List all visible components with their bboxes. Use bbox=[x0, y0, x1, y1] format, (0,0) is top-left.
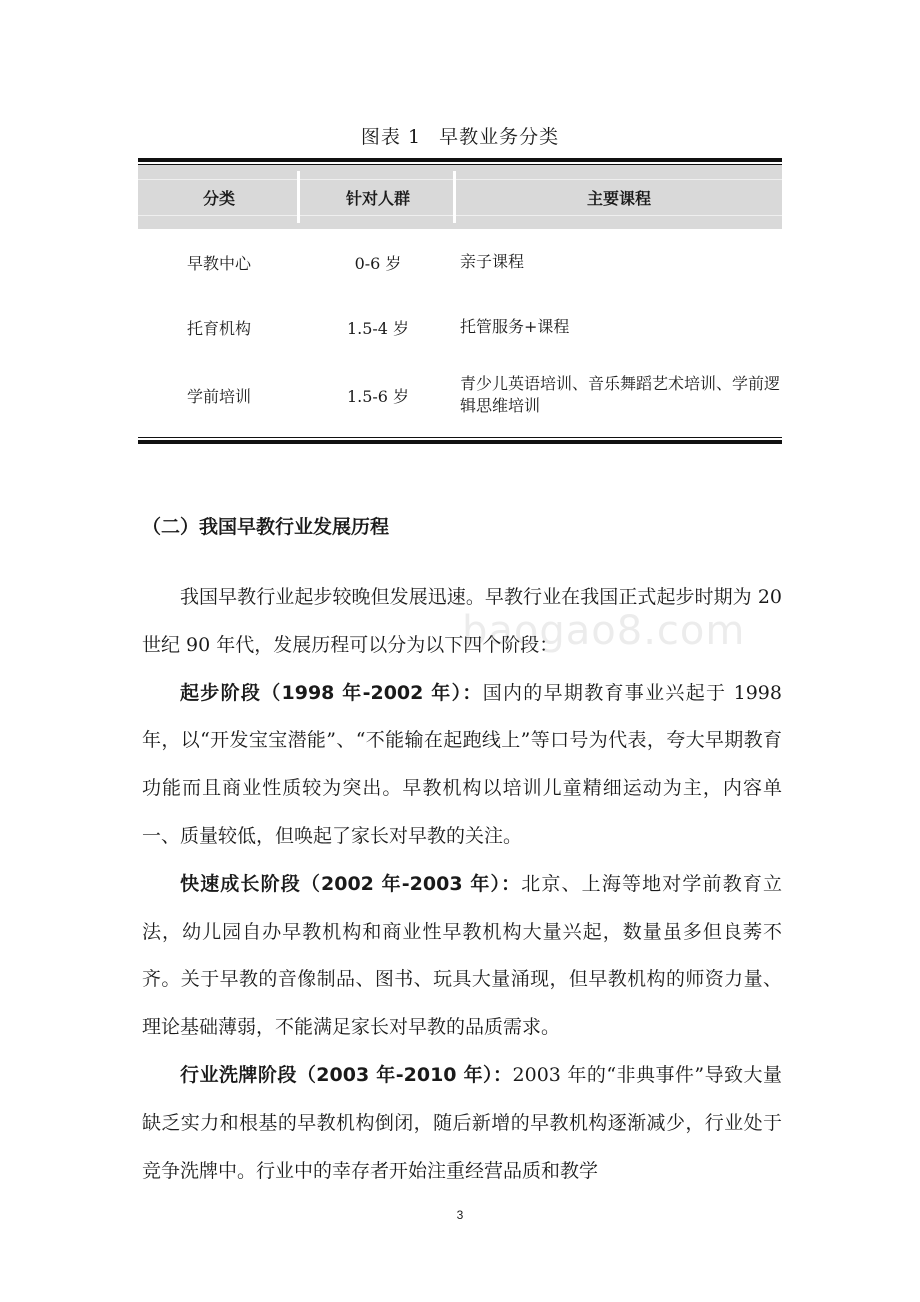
header-courses: 主要课程 bbox=[586, 188, 651, 208]
stage-paragraph bbox=[142, 670, 782, 861]
table-row bbox=[138, 295, 782, 359]
stage-text: 北京、上海等地对学前教育立法，幼儿园自办早教机构和商业性早教机构大量兴起，数量虽多但良莠不齐。关于早教的音像制品、图书、玩具大量涌现，但早教机构的师资力量、理论基础薄弱，不能满足家长对早教的品质需求。 bbox=[142, 872, 782, 1039]
table-bottom-rule-thin bbox=[138, 437, 782, 438]
section-heading: （二）我国早教行业发展历程 bbox=[142, 516, 390, 538]
cell-audience: 0-6 岁 bbox=[354, 253, 402, 273]
cell-courses: 托管服务+课程 bbox=[460, 317, 570, 336]
table-bottom-rule bbox=[138, 440, 782, 444]
cell-category: 早教中心 bbox=[186, 253, 251, 273]
classification-table bbox=[138, 158, 782, 444]
stage-label: 快速成长阶段（2002 年-2003 年）： bbox=[180, 872, 522, 895]
cell-courses: 亲子课程 bbox=[460, 252, 525, 271]
cell-courses: 青少儿英语培训、音乐舞蹈艺术培训、学前逻辑思维培训 bbox=[460, 374, 781, 415]
stage-label: 行业洗牌阶段（2003 年-2010 年）： bbox=[180, 1063, 513, 1086]
watermark: baogao8.com bbox=[462, 608, 746, 654]
stage-label: 起步阶段（1998 年-2002 年）： bbox=[180, 681, 483, 704]
stage-paragraph bbox=[142, 861, 782, 1052]
table-row bbox=[138, 359, 782, 431]
cell-category: 学前培训 bbox=[186, 386, 251, 406]
intro-paragraph: 我国早教行业起步较晚但发展迅速。早教行业在我国正式起步时期为 20 世纪 90 年代，发展历程可以分为以下四个阶段： bbox=[142, 586, 782, 656]
table-row bbox=[138, 229, 782, 295]
cell-audience: 1.5-6 岁 bbox=[346, 386, 410, 406]
page-number: 3 bbox=[456, 1208, 464, 1222]
figure-label: 图表 1 bbox=[360, 126, 422, 148]
cell-category: 托育机构 bbox=[186, 318, 251, 338]
stage-text: 2003 年的“非典事件”导致大量缺乏实力和根基的早教机构倒闭，随后新增的早教机构逐渐减少，行业处于竞争洗牌中。行业中的幸存者开始注重经营品质和教学 bbox=[142, 1063, 782, 1182]
cell-audience: 1.5-4 岁 bbox=[346, 318, 410, 338]
stage-text: 国内的早期教育事业兴起于 1998 年，以“开发宝宝潜能”、“不能输在起跑线上”等口号为代表，夸大早期教育功能而且商业性质较为突出。早教机构以培训儿童精细运动为主，内容单一、质量较低，但唤起了家长对早教的关注。 bbox=[142, 681, 782, 847]
header-category: 分类 bbox=[138, 165, 300, 229]
table-top-rule bbox=[138, 158, 782, 162]
stage-paragraph bbox=[142, 1052, 782, 1195]
figure-caption bbox=[0, 122, 920, 149]
figure-title: 早教业务分类 bbox=[439, 126, 560, 148]
article-body bbox=[142, 574, 782, 1195]
header-audience: 针对人群 bbox=[300, 165, 456, 229]
table-header bbox=[138, 165, 782, 229]
